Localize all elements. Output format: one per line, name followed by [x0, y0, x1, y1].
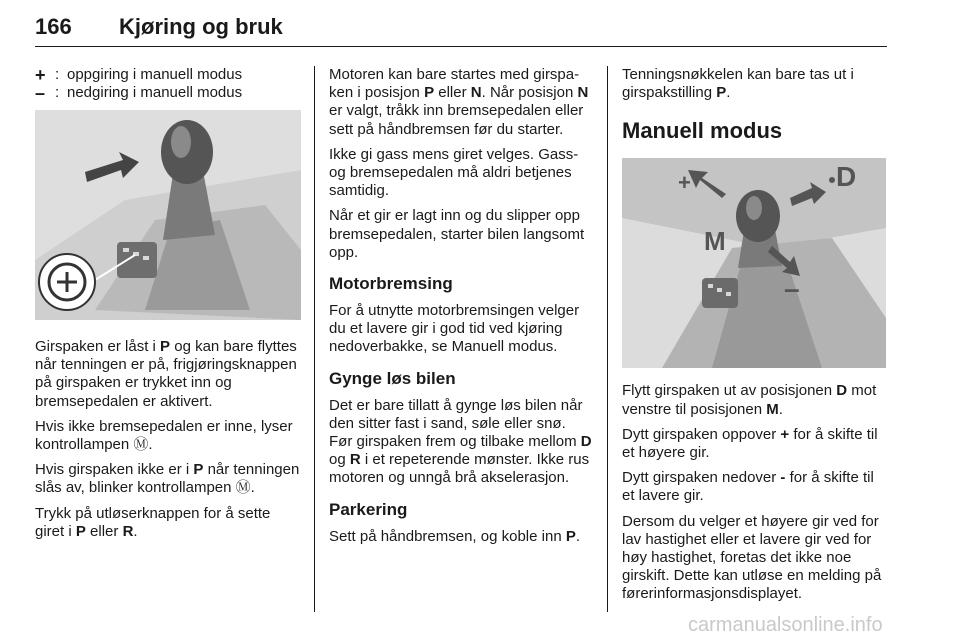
legend-upshift: + : oppgiring i manuell modus [35, 64, 243, 85]
minus-symbol: – [35, 82, 46, 103]
legend-downshift: – : nedgiring i manuell modus [35, 82, 243, 103]
paragraph-engine-start: Motoren kan bare startes med girspaken i posisjon P eller N. Når posisjon N er valgt, tråkk inn bremsepedalen eller sett på håndbremsen før du starter. [329, 66, 589, 138]
minus-label: – [784, 273, 800, 305]
heading-parking: Parkering [329, 499, 408, 519]
heading-rocking: Gynge løs bilen [329, 368, 456, 388]
page-header [35, 14, 887, 47]
heading-engine-braking: Motorbremsing [329, 274, 453, 294]
page-number: 166 [35, 14, 72, 39]
gear-lever-illustration [35, 110, 301, 320]
paragraph-key-removal: Tenningsnøkkelen kan bare tas ut i girspakstilling P. [622, 66, 854, 102]
paragraph-no-shift: Dersom du velger et høyere gir ved for lav hastighet eller et lavere gir ved for høy hastighet, foretas det ikke noe girskift. Dette kan utløse en melding på førerinformasjonsdisplayet. [622, 512, 882, 603]
paragraph-downshift: Dytt girspaken nedover - for å skifte til et lavere gir. [622, 469, 874, 505]
manual-mode-illustration [622, 158, 886, 368]
gear-lever-lock-figure [35, 110, 301, 320]
paragraph-ignition-off: Hvis girspaken ikke er i P når tenningen slås av, blinker kontrollampen Ⓜ. [35, 461, 300, 497]
column-2 [329, 66, 593, 553]
legend-downshift-text: nedgiring i manuell modus [67, 83, 243, 101]
m-label: M [704, 226, 726, 257]
manual-mode-figure [622, 158, 886, 368]
paragraph-lock-info: Girspaken er låst i P og kan bare flyttes når tenningen er på, frigjøringsknappen på girspaken er trykket inn og bremsepedalen er aktivert. [35, 338, 297, 410]
paragraph-brake-lamp: Hvis ikke bremsepedalen er inne, lyser kontrollampen Ⓜ. [35, 417, 293, 454]
column-3 [622, 66, 888, 611]
d-label: D [836, 161, 857, 193]
plus-label: + [678, 170, 691, 196]
chapter-title: Kjøring og bruk [119, 14, 283, 39]
paragraph-move-to-m: Flytt girspaken ut av posisjonen D mot venstre til posisjonen M. [622, 382, 877, 418]
plus-symbol: + [35, 64, 46, 85]
heading-manual-mode: Manuell modus [622, 118, 783, 144]
paragraph-parking: Sett på håndbremsen, og koble inn P. [329, 527, 581, 545]
column-divider-1 [314, 66, 315, 612]
column-divider-2 [607, 66, 608, 612]
legend-upshift-text: oppgiring i manuell modus [67, 65, 243, 83]
paragraph-release-brake: Når et gir er lagt inn og du slipper opp bremsepedalen, starter bilen langsomt opp. [329, 207, 585, 261]
paragraph-rocking: Det er bare tillatt å gynge løs bilen når den sitter fast i sand, søle eller snø. Før girspaken frem og tilbake mellom D og R i et repeterende mønster. Ikke rus motoren og unngå brå akselerasjon. [329, 396, 592, 487]
paragraph-release-button: Trykk på utløserknappen for å sette giret i P eller R. [35, 504, 271, 540]
paragraph-upshift: Dytt girspaken oppover + for å skifte til et høyere gir. [622, 425, 878, 462]
paragraph-no-gas: Ikke gi gass mens giret velges. Gass- og bremsepedalen må aldri betjenes samtidig. [329, 145, 579, 200]
watermark: carmanualsonline.info [688, 614, 883, 636]
column-1 [35, 66, 301, 548]
paragraph-engine-braking: For å utnytte motorbremsingen velger du et lavere gir i god tid ved kjøring nedoverbakke, se Manuell modus. [329, 302, 580, 356]
